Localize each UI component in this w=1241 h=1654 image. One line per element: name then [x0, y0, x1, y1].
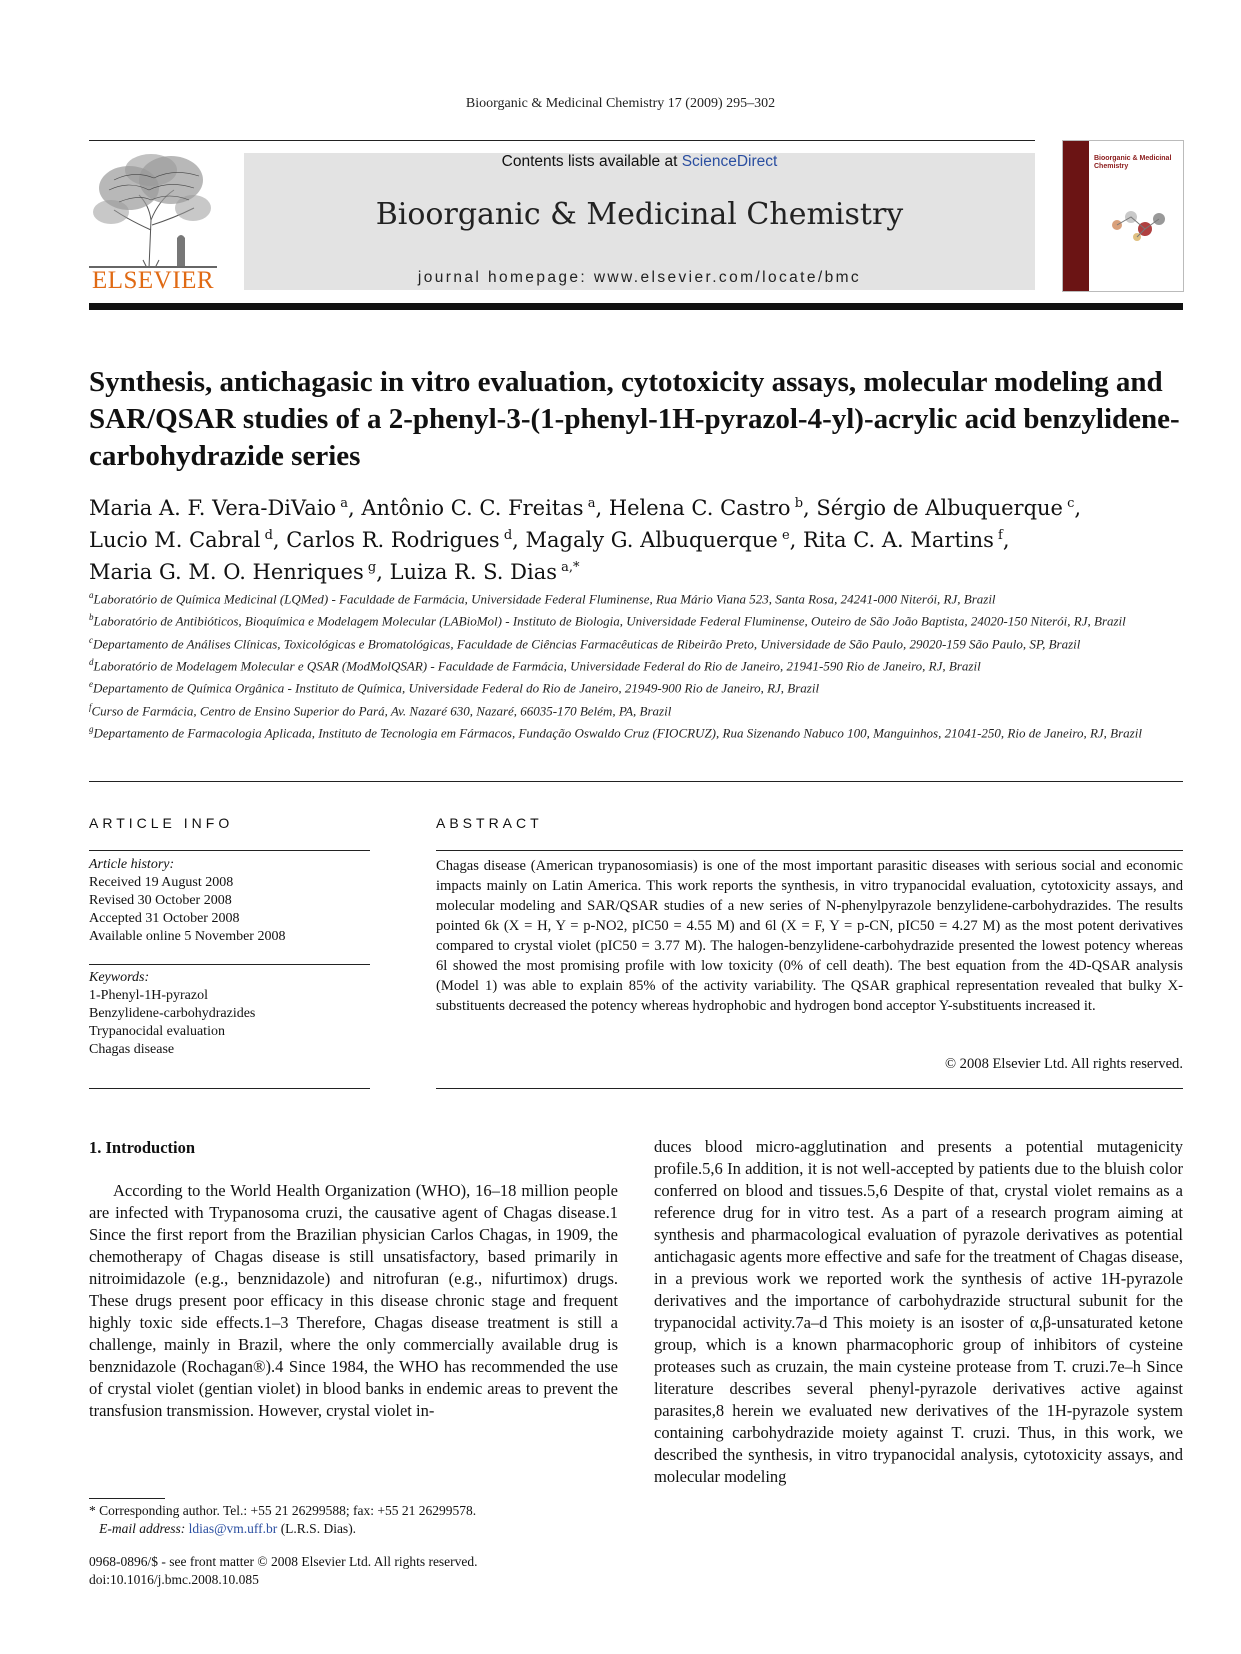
affiliation-marker: a [89, 590, 94, 600]
journal-cover-image [1062, 140, 1184, 292]
keywords-label: Keywords: [89, 970, 150, 985]
tree-icon [89, 150, 217, 268]
keywords-rule [89, 964, 370, 965]
author-name: Helena C. Castro [608, 496, 791, 520]
author-affiliation-marker: a,* [557, 560, 580, 575]
affiliation-text: Laboratório de Antibióticos, Bioquímica e Modelagem Molecular (LABioMol) - Instituto de Biologia, Universidade Federal Fluminense, Outeiro de São João Baptista, 24020-150 Niterói, RJ, Brazil [93, 613, 1126, 629]
elsevier-wordmark: ELSEVIER [91, 267, 215, 294]
abstract-rule [436, 850, 1183, 851]
affiliation-item [89, 653, 1183, 675]
header-rule [89, 140, 1035, 141]
corresponding-footnote [89, 1502, 618, 1538]
keyword-item: Trypanocidal evaluation [89, 1024, 225, 1039]
affiliation-text: Laboratório de Química Medicinal (LQMed) - Faculdade de Farmácia, Universidade Federal Fluminense, Rua Mário Viana 523, Santa Rosa, 24241-000 Niterói, RJ, Brazil [93, 591, 996, 607]
affiliation-item [89, 675, 1183, 697]
email-link[interactable]: ldias@vm.uff.br [188, 1521, 278, 1536]
author-name: Maria G. M. O. Henriques [89, 560, 364, 584]
affiliation-marker: g [89, 723, 94, 734]
history-revised: Revised 30 October 2008 [89, 893, 232, 908]
footnote-rule [89, 1498, 165, 1499]
author-name: Lucio M. Cabral [89, 528, 261, 552]
author-name: Maria A. F. Vera-DiVaio [89, 496, 337, 520]
history-online: Available online 5 November 2008 [89, 929, 286, 944]
abstract-heading: ABSTRACT [436, 815, 543, 831]
affiliation-text: Departamento de Farmacologia Aplicada, Instituto de Tecnologia em Fármacos, Fundação Oswaldo Cruz (FIOCRUZ), Rua Sizenando Nabuco 100, Manguinhos, 21041-250, Rio de Janeiro, RJ, Brazil [93, 725, 1142, 741]
history-received: Received 19 August 2008 [89, 875, 234, 890]
front-matter [89, 1553, 618, 1589]
author-affiliation-marker: d [499, 528, 513, 543]
affiliation-marker: e [89, 679, 93, 690]
doi-line: doi:10.1016/j.bmc.2008.10.085 [89, 1572, 259, 1587]
article-info-end-rule [89, 1088, 370, 1089]
abstract-end-rule [436, 1088, 1183, 1089]
article-info-heading: ARTICLE INFO [89, 815, 234, 831]
email-label: E-mail address: [99, 1521, 186, 1536]
cover-title: Bioorganic & Medicinal Chemistry [1094, 155, 1172, 170]
molecule-icon [1103, 203, 1173, 247]
author-affiliation-marker: a [583, 496, 596, 511]
history-accepted: Accepted 31 October 2008 [89, 911, 240, 926]
section-rule [89, 781, 1183, 782]
introduction-heading: 1. Introduction [89, 1138, 196, 1157]
affiliation-marker: b [89, 612, 94, 623]
issn-line: 0968-0896/$ - see front matter © 2008 Elsevier Ltd. All rights reserved. [89, 1554, 478, 1569]
elsevier-logo [89, 150, 217, 295]
author-name: Magaly G. Albuquerque [525, 528, 778, 552]
affiliation-item [89, 720, 1183, 742]
author-name: Rita C. A. Martins [803, 528, 994, 552]
author-affiliation-marker: f [993, 528, 1003, 543]
author-name: Luiza R. S. Dias [389, 560, 558, 584]
author-affiliation-marker: c [1062, 496, 1075, 511]
author-affiliation-marker: d [260, 528, 273, 543]
author-affiliation-marker: e [777, 528, 790, 543]
sciencedirect-link[interactable]: ScienceDirect [681, 153, 778, 170]
contents-line [244, 153, 1035, 171]
keyword-item: 1-Phenyl-1H-pyrazol [89, 988, 208, 1003]
author-name: Antônio C. C. Freitas [361, 496, 584, 520]
article-history [89, 856, 370, 946]
author-affiliation-marker: a [336, 496, 349, 511]
keyword-item: Chagas disease [89, 1042, 175, 1057]
author-affiliation-marker: g [363, 560, 377, 575]
journal-reference: Bioorganic & Medicinal Chemistry 17 (2009) 295–302 [465, 96, 776, 111]
intro-left-text: According to the World Health Organization (WHO), 16–18 million people are infected with Trypanosoma cruzi, the causative agent of Chagas disease.1 Since the first report from the Brazilian physician Carlos Chagas, in 1909, the chemotherapy of Chagas disease is still unsatisfactory, based primarily in nitroimidazole (e.g., benznidazole) and nitrofuran (e.g., nifurtimox) drugs. These drugs present poor efficacy in this disease chronic stage and frequent highly toxic side effects.1–3 Therefore, Chagas disease treatment is still a challenge, mainly in Brazil, where the only commercially available drug is benznidazole (Rochagan®).4 Since 1984, the WHO has recommended the use of crystal violet (gentian violet) in blood banks in endemic areas to prevent the transfusion transmission. However, crystal violet in- [89, 1181, 618, 1420]
abstract-copyright: © 2008 Elsevier Ltd. All rights reserved. [944, 1056, 1183, 1072]
author-list: Maria A. F. Vera-DiVaio $^a$, Antônio C. C. Freitas $^a$, Helena C. Castro $^b$, Sérgio de Albuquerque $^c$, Lucio M. Cabral $^d$, Carlos R. Rodrigues $^d$, Magaly G. Albuquerque $^e$, Rita C. A. Martins $^f$, Maria G. M. O. Henriques $^g$, Luiza R. S. Dias $^{a,*}$ [89, 496, 1082, 584]
article-info-rule [89, 850, 370, 851]
abstract-text: Chagas disease (American trypanosomiasis) is one of the most important parasitic diseases with serious social and economic impacts mainly on Latin America. This work reports the synthesis, in vitro trypanocidal evaluation, cytotoxicity assays, and molecular modeling and SAR/QSAR studies of a new series of N-phenylpyrazole benzylidene-carbohydrazides. The results pointed 6k (X = H, Y = p-NO2, pIC50 = 4.55 M) and 6l (X = F, Y = p-CN, pIC50 = 4.27 M) as the most potent derivatives compared to crystal violet (pIC50 = 3.77 M). The halogen-benzylidene-carbohydrazide presented the lowest potency whereas 6l showed the most promising profile with low toxicity (0% of cell death). The best equation from the 4D-QSAR analysis (Model 1) was able to explain 85% of the activity variability. The QSAR graphical representation revealed that bulky X-substituents decreased the potency whereas hydrophobic and hydrogen bond acceptor Y-substituents increased it. [436, 858, 1183, 1014]
email-suffix: (L.R.S. Dias). [280, 1521, 357, 1536]
affiliation-text: Departamento de Química Orgânica - Instituto de Química, Universidade Federal do Rio de Janeiro, 21949-900 Rio de Janeiro, RJ, Brazil [93, 680, 820, 696]
affiliation-item [89, 631, 1183, 653]
affiliation-item [89, 698, 1183, 720]
journal-banner [244, 153, 1035, 290]
corresponding-author: * Corresponding author. Tel.: +55 21 26299588; fax: +55 21 26299578. [89, 1503, 477, 1518]
article-title: Synthesis, antichagasic in vitro evaluation, cytotoxicity assays, molecular modeling and SAR/QSAR studies of a 2-phenyl-3-(1-phenyl-1H-pyrazol-4-yl)-acrylic acid benzylidene-carbohydrazide series [89, 366, 1180, 472]
author-affiliation-marker: b [790, 496, 804, 511]
affiliation-text: Curso de Farmácia, Centro de Ensino Superior do Pará, Av. Nazaré 630, Nazaré, 66035-170 Belém, PA, Brazil [91, 702, 672, 718]
journal-homepage[interactable]: journal homepage: www.elsevier.com/locate/bmc [417, 269, 862, 286]
intro-right-text: duces blood micro-agglutination and presents a potential mutagenicity profile.5,6 In addition, it is not well-accepted by patients due to the bluish color conferred on blood and tissues.5,6 Despite of that, crystal violet remains as a reference drug for in vitro test. As a part of a research program aiming at synthesis and pharmacological evaluation of pyrazole derivatives as potential antichagasic agents more effective and safe for the treatment of Chagas disease, in a previous work we reported work the synthesis of active 1H-pyrazole derivatives and the importance of carbohydrazide structural subunit for the trypanocidal activity.7a–d This moiety is an isoster of α,β-unsaturated ketone group, which is a known pharmacophoric group of inhibitors of cysteine proteases such as cruzain, the main cysteine protease from T. cruzi.7e–h Since literature describes several phenyl-pyrazole derivatives active against parasites,8 herein we evaluated new derivatives of the 1H-pyrazole system containing carbohydrazide moiety against T. cruzi. Thus, in this work, we described the synthesis, in vitro trypanocidal analysis, cytotoxicity assays, and molecular modeling [654, 1137, 1183, 1486]
affiliation-marker: f [89, 701, 92, 712]
keyword-item: Benzylidene-carbohydrazides [89, 1006, 256, 1021]
keywords-block [89, 969, 370, 1059]
cover-band [1063, 141, 1089, 291]
affiliation-item [89, 608, 1183, 630]
history-label: Article history: [89, 857, 175, 872]
affiliation-item [89, 586, 1183, 608]
affiliation-marker: d [89, 656, 94, 667]
affiliation-list [89, 586, 1183, 742]
affiliation-text: Departamento de Análises Clínicas, Toxicológicas e Bromatológicas, Faculdade de Ciências Farmacêuticas de Ribeirão Preto, Universidade de São Paulo, 29020-159 São Paulo, SP, Brazil [93, 635, 1081, 651]
intro-right-column [654, 1136, 1183, 1488]
author-name: Carlos R. Rodrigues [286, 528, 500, 552]
journal-title: Bioorganic & Medicinal Chemistry [375, 197, 904, 232]
intro-left-column [89, 1180, 618, 1422]
affiliation-marker: c [89, 634, 93, 645]
contents-prefix: Contents lists available at [501, 153, 682, 170]
author-name: Sérgio de Albuquerque [816, 496, 1063, 520]
affiliation-text: Laboratório de Modelagem Molecular e QSAR (ModMolQSAR) - Faculdade de Farmácia, Universidade Federal do Rio de Janeiro, 21941-590 Rio de Janeiro, RJ, Brazil [93, 658, 981, 674]
header-thick-rule [89, 303, 1183, 310]
